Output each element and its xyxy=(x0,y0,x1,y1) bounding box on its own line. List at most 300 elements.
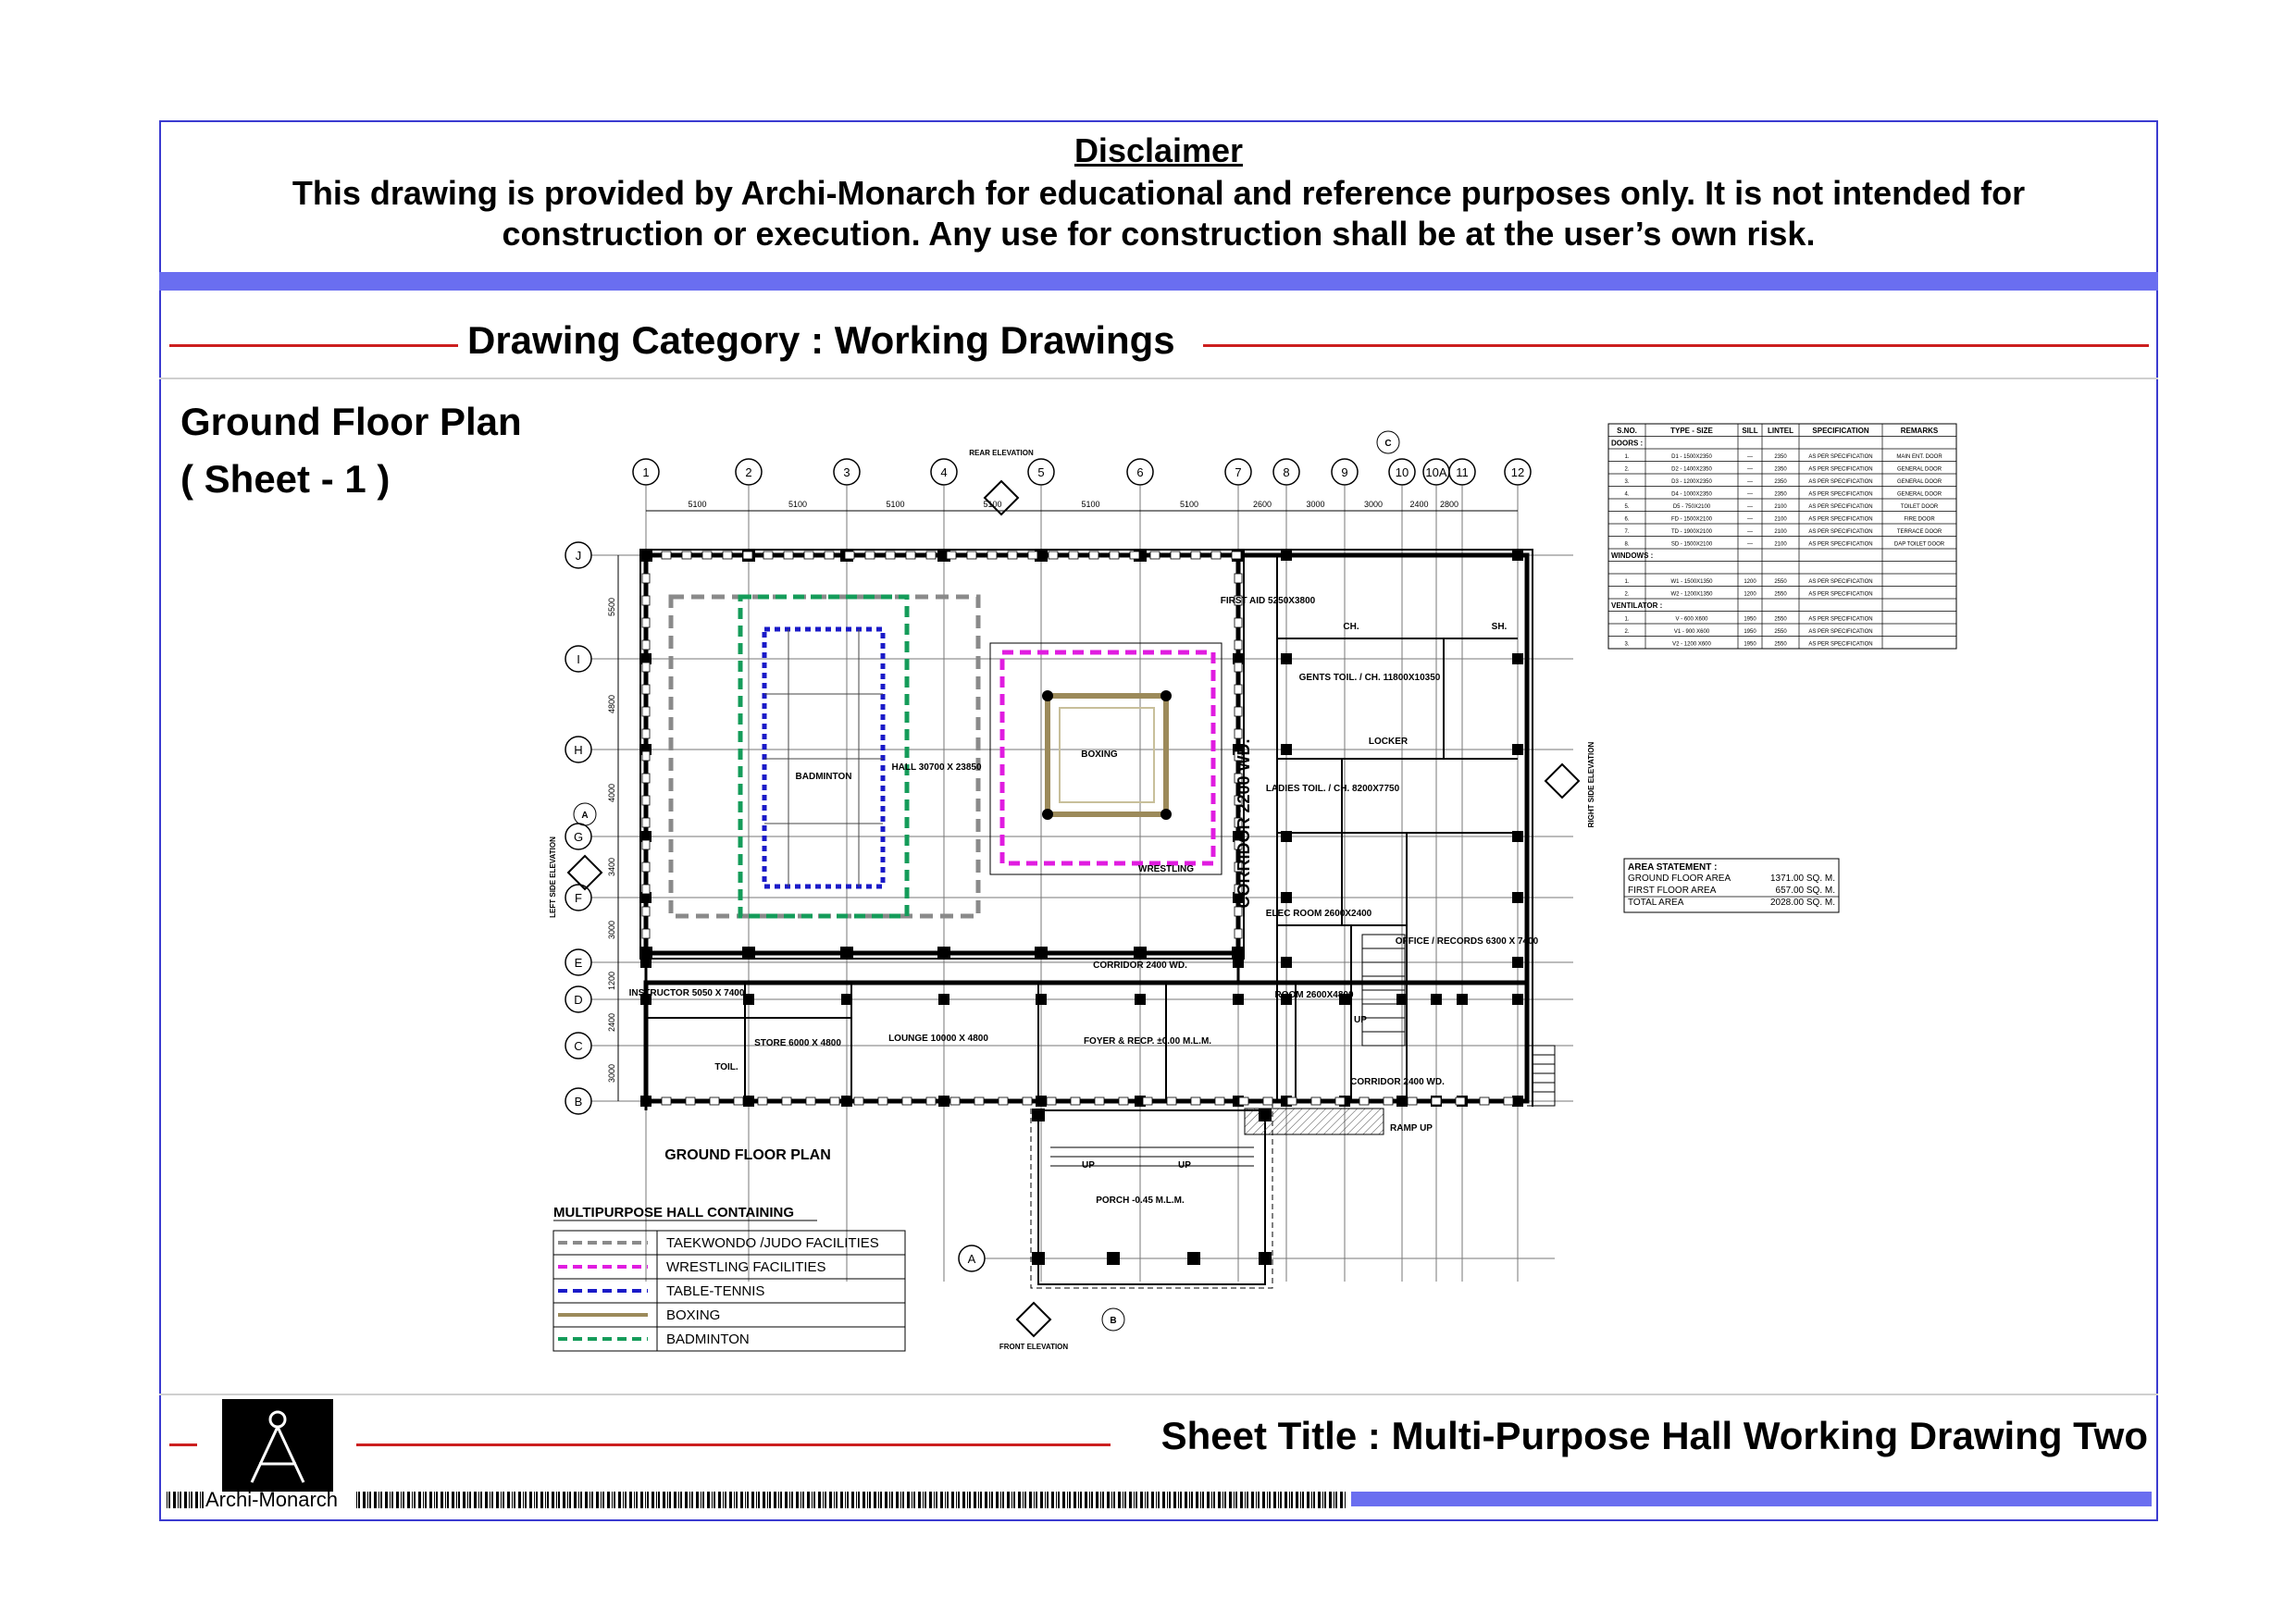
schedule-cell: W1 - 1500X1350 xyxy=(1670,579,1713,585)
grid-row-label: F xyxy=(575,891,582,905)
window-mark xyxy=(1359,1097,1369,1105)
schedule-cell: D5 - 750X2100 xyxy=(1672,504,1711,510)
schedule-cell: AS PER SPECIFICATION xyxy=(1808,491,1873,498)
label-hall: HALL 30700 X 23850 xyxy=(891,762,982,773)
compass-icon xyxy=(222,1399,333,1492)
window-mark xyxy=(662,551,671,559)
schedule-header: SILL xyxy=(1742,427,1758,435)
porch-column xyxy=(1187,1252,1200,1265)
column xyxy=(938,1096,949,1107)
window-mark xyxy=(1384,1097,1393,1105)
schedule-cell: 2550 xyxy=(1774,641,1787,648)
window-mark xyxy=(642,574,650,583)
schedule-cell: D4 - 1000X2350 xyxy=(1671,491,1712,498)
svg-text:B: B xyxy=(1110,1316,1117,1326)
schedule-cell: 2. xyxy=(1624,629,1630,635)
schedule-cell: AS PER SPECIFICATION xyxy=(1808,591,1873,598)
grid-row-label: A xyxy=(967,1252,976,1266)
column xyxy=(1396,994,1408,1005)
schedule-cell: 3. xyxy=(1624,479,1630,485)
schedule-cell: 2100 xyxy=(1774,541,1787,548)
label-gents: GENTS TOIL. / CH. 11800X10350 xyxy=(1298,673,1441,683)
schedule-cell: 2350 xyxy=(1774,491,1787,498)
column xyxy=(840,947,853,960)
window-mark xyxy=(886,551,895,559)
column xyxy=(742,947,755,960)
column xyxy=(1512,831,1523,842)
dim-top: 2800 xyxy=(1439,500,1459,509)
schedule-cell: GENERAL DOOR xyxy=(1896,491,1942,498)
label-first-aid: FIRST AID 5250X3800 xyxy=(1220,596,1316,606)
schedule-header: TYPE - SIZE xyxy=(1670,427,1713,435)
legend-item-label: BOXING xyxy=(666,1307,721,1323)
schedule-section-label: WINDOWS : xyxy=(1611,551,1654,560)
schedule-cell: AS PER SPECIFICATION xyxy=(1808,516,1873,523)
area-value: 2028.00 SQ. M. xyxy=(1769,898,1835,908)
schedule-cell: AS PER SPECIFICATION xyxy=(1808,579,1873,585)
window-mark xyxy=(734,1097,743,1105)
window-mark xyxy=(710,1097,719,1105)
schedule-cell: GENERAL DOOR xyxy=(1896,466,1942,473)
legend-item-label: TAEKWONDO /JUDO FACILITIES xyxy=(666,1235,879,1251)
window-mark xyxy=(642,885,650,894)
dim-top: 2400 xyxy=(1409,500,1429,509)
grid-row-label: C xyxy=(574,1039,583,1053)
label-porch: PORCH -0.45 M.L.M. xyxy=(1096,1196,1185,1206)
legend-title: MULTIPURPOSE HALL CONTAINING xyxy=(553,1205,794,1220)
schedule-header: S.NO. xyxy=(1617,427,1637,435)
label-store: STORE 6000 X 4800 xyxy=(754,1038,841,1048)
grid-col-label: 2 xyxy=(745,465,752,479)
window-mark xyxy=(1008,551,1017,559)
grid-row-label: D xyxy=(574,993,583,1007)
window-mark xyxy=(642,862,650,872)
window-mark xyxy=(1235,929,1242,938)
window-mark xyxy=(1235,729,1242,738)
sheet-title: Sheet Title : Multi-Purpose Hall Working Drawing Two xyxy=(1160,1414,2148,1457)
grid-row-label: G xyxy=(573,830,584,844)
legend-item-label: WRESTLING FACILITIES xyxy=(666,1259,826,1275)
window-mark xyxy=(642,796,650,805)
column xyxy=(1512,892,1523,903)
schedule-cell: TOILET DOOR xyxy=(1900,504,1939,510)
window-mark xyxy=(642,751,650,761)
dim-left: 2400 xyxy=(607,1012,616,1033)
window-mark xyxy=(662,1097,671,1105)
column xyxy=(1457,994,1468,1005)
label-room: ROOM 2600X4800 xyxy=(1274,990,1354,1000)
label-locker: LOCKER xyxy=(1368,737,1409,747)
hall-wall xyxy=(646,555,1238,953)
window-mark xyxy=(642,818,650,827)
column xyxy=(1233,957,1244,968)
schedule-cell: V2 - 1200 X600 xyxy=(1672,641,1711,648)
grid-col-label: 5 xyxy=(1037,465,1045,479)
window-mark xyxy=(1069,551,1078,559)
schedule-cell: V1 - 900 X600 xyxy=(1673,629,1710,635)
disclaimer-line-2: construction or execution. Any use for construction shall be at the user’s own risk. xyxy=(502,215,1816,253)
window-mark xyxy=(1480,1097,1489,1105)
column xyxy=(1512,957,1523,968)
column xyxy=(743,994,754,1005)
schedule-header: SPECIFICATION xyxy=(1812,427,1869,435)
schedule-cell: AS PER SPECIFICATION xyxy=(1808,529,1873,535)
schedule-cell: 1. xyxy=(1624,579,1630,585)
label-corridor: CORRIDOR 2200 WD. xyxy=(1235,738,1253,909)
porch-column xyxy=(1259,1252,1272,1265)
dim-top: 5100 xyxy=(1081,500,1100,509)
window-mark xyxy=(1143,1097,1152,1105)
schedule-cell: AS PER SPECIFICATION xyxy=(1808,504,1873,510)
window-mark xyxy=(825,551,834,559)
grid-col-label: 3 xyxy=(843,465,850,479)
schedule-cell: 2550 xyxy=(1774,629,1787,635)
column xyxy=(1431,994,1442,1005)
window-mark xyxy=(642,729,650,738)
schedule-cell: AS PER SPECIFICATION xyxy=(1808,541,1873,548)
window-mark xyxy=(804,551,813,559)
window-mark xyxy=(1235,685,1242,694)
svg-text:LEFT SIDE ELEVATION: LEFT SIDE ELEVATION xyxy=(549,836,557,918)
area-value: 657.00 SQ. M. xyxy=(1775,886,1835,896)
schedule-cell: DAP TOILET DOOR xyxy=(1893,541,1945,548)
window-mark xyxy=(1071,1097,1080,1105)
window-mark xyxy=(1235,618,1242,627)
svg-text:FRONT ELEVATION: FRONT ELEVATION xyxy=(999,1343,1069,1351)
grid-col-label: 6 xyxy=(1136,465,1144,479)
label-boxing: BOXING xyxy=(1081,750,1118,760)
window-mark xyxy=(1239,1097,1248,1105)
window-mark xyxy=(1047,1097,1056,1105)
interior-partitions xyxy=(1277,555,1518,1101)
legend-item-label: TABLE-TENNIS xyxy=(666,1283,765,1299)
label-sh: SH. xyxy=(1491,622,1508,632)
window-mark xyxy=(642,707,650,716)
window-mark xyxy=(947,551,956,559)
drawing-category: Drawing Category : Working Drawings xyxy=(467,318,1175,362)
grid-row-label: H xyxy=(574,743,583,757)
brand-name: Archi-Monarch xyxy=(205,1488,339,1511)
svg-text:REAR ELEVATION: REAR ELEVATION xyxy=(969,449,1034,457)
barcode-left xyxy=(167,1492,204,1508)
legend-item-label: BADMINTON xyxy=(666,1332,750,1347)
column xyxy=(1512,994,1523,1005)
grid-col-label: 1 xyxy=(642,465,650,479)
label-corridor-3: CORRIDOR 2400 WD. xyxy=(1350,1077,1445,1087)
dim-left: 3000 xyxy=(607,1063,616,1084)
window-mark xyxy=(845,551,854,559)
column xyxy=(1035,947,1048,960)
window-mark xyxy=(642,663,650,672)
column xyxy=(640,550,652,561)
dim-top: 5100 xyxy=(1179,500,1199,509)
footer-accent-bar xyxy=(1351,1492,2152,1506)
svg-text:A: A xyxy=(581,811,589,821)
schedule-cell: — xyxy=(1747,491,1753,498)
label-toil: TOIL. xyxy=(714,1062,738,1072)
schedule-cell: 2350 xyxy=(1774,466,1787,473)
schedule-cell: 1200 xyxy=(1744,591,1756,598)
window-mark xyxy=(1432,1097,1441,1105)
grid-col-label: 9 xyxy=(1341,465,1348,479)
dim-top: 5100 xyxy=(688,500,707,509)
schedule-cell: 2. xyxy=(1624,466,1630,473)
label-ch: CH. xyxy=(1343,622,1359,632)
window-mark xyxy=(902,1097,912,1105)
label-wrestling: WRESTLING xyxy=(1138,864,1194,874)
window-mark xyxy=(1504,1097,1513,1105)
column xyxy=(1135,994,1146,1005)
schedule-cell: AS PER SPECIFICATION xyxy=(1808,479,1873,485)
window-mark xyxy=(642,596,650,605)
dim-left: 3400 xyxy=(607,857,616,877)
window-mark xyxy=(763,551,773,559)
column xyxy=(1281,831,1292,842)
schedule-cell: 1950 xyxy=(1744,616,1756,623)
label-up-3: UP xyxy=(1354,1015,1367,1025)
window-mark xyxy=(1232,551,1241,559)
schedule-cell: — xyxy=(1747,516,1753,523)
schedule-cell: 3. xyxy=(1624,641,1630,648)
grid-col-label: 8 xyxy=(1283,465,1290,479)
column xyxy=(1281,653,1292,664)
schedule-cell: — xyxy=(1747,479,1753,485)
window-mark xyxy=(1235,663,1242,672)
plan-title: Ground Floor Plan xyxy=(180,400,522,443)
front-elevation-marker xyxy=(999,1303,1069,1351)
grid-row-label: J xyxy=(575,549,582,563)
window-mark xyxy=(1150,551,1160,559)
column xyxy=(1036,1096,1047,1107)
label-up-2: UP xyxy=(1178,1160,1191,1171)
schedule-cell: GENERAL DOOR xyxy=(1896,479,1942,485)
dim-left: 4000 xyxy=(607,783,616,803)
window-mark xyxy=(1095,1097,1104,1105)
svg-text:RIGHT SIDE ELEVATION: RIGHT SIDE ELEVATION xyxy=(1587,741,1595,828)
schedule-cell: 2550 xyxy=(1774,616,1787,623)
schedule-cell: MAIN ENT. DOOR xyxy=(1896,454,1942,460)
dim-left: 1200 xyxy=(607,971,616,991)
column xyxy=(937,947,950,960)
schedule-cell: D1 - 1500X2350 xyxy=(1671,454,1712,460)
schedule-cell: 1. xyxy=(1624,454,1630,460)
schedule-section-label: DOORS : xyxy=(1611,439,1644,448)
grid-col-label: 4 xyxy=(940,465,948,479)
window-mark xyxy=(1287,1097,1297,1105)
schedule-cell: 5. xyxy=(1624,504,1630,510)
schedule-cell: 2550 xyxy=(1774,591,1787,598)
column xyxy=(1512,744,1523,755)
label-badminton: BADMINTON xyxy=(795,772,852,782)
label-foyer: FOYER & RECP. ±0.00 M.L.M. xyxy=(1083,1036,1212,1047)
service-wing-wall xyxy=(1238,555,1527,1101)
window-mark xyxy=(642,685,650,694)
window-mark xyxy=(906,551,915,559)
svg-text:C: C xyxy=(1384,439,1392,449)
window-mark xyxy=(999,1097,1008,1105)
schedule-cell: 1950 xyxy=(1744,629,1756,635)
label-lounge: LOUNGE 10000 X 4800 xyxy=(888,1034,988,1044)
dim-top: 5100 xyxy=(788,500,808,509)
schedule-cell: 7. xyxy=(1624,529,1630,535)
schedule-cell: D3 - 1200X2350 xyxy=(1671,479,1712,485)
barcode-strip xyxy=(356,1492,1347,1508)
area-label: FIRST FLOOR AREA xyxy=(1628,886,1717,896)
schedule-header: LINTEL xyxy=(1768,427,1793,435)
window-mark xyxy=(974,1097,984,1105)
column xyxy=(743,1096,754,1107)
footer-rule-mid xyxy=(356,1443,1111,1446)
side-steps xyxy=(1527,1046,1555,1106)
window-mark xyxy=(1023,1097,1032,1105)
schedule-cell: SD - 1500X2100 xyxy=(1670,541,1713,548)
window-mark xyxy=(865,551,875,559)
schedule-cell: 2. xyxy=(1624,591,1630,598)
window-mark xyxy=(686,1097,695,1105)
window-mark xyxy=(642,840,650,849)
porch-steps xyxy=(1050,1147,1254,1166)
schedule-table xyxy=(1608,424,1956,649)
column xyxy=(1512,1096,1523,1107)
window-mark xyxy=(806,1097,815,1105)
window-mark xyxy=(1235,707,1242,716)
window-mark xyxy=(926,1097,936,1105)
window-mark xyxy=(1191,551,1200,559)
column xyxy=(640,1096,652,1107)
window-mark xyxy=(926,551,936,559)
dim-top: 5100 xyxy=(983,500,1002,509)
schedule-cell: AS PER SPECIFICATION xyxy=(1808,454,1873,460)
court-lines xyxy=(764,629,883,886)
brand-logo xyxy=(222,1399,333,1492)
window-mark xyxy=(950,1097,960,1105)
window-mark xyxy=(1263,1097,1272,1105)
window-mark xyxy=(1110,551,1119,559)
window-mark xyxy=(642,929,650,938)
schedule-cell: — xyxy=(1747,504,1753,510)
schedule-cell: — xyxy=(1747,454,1753,460)
label-office: OFFICE / RECORDS 6300 X 7400 xyxy=(1395,936,1539,947)
dim-top: 3000 xyxy=(1306,500,1325,509)
schedule-cell: AS PER SPECIFICATION xyxy=(1808,629,1873,635)
schedule-cell: 1950 xyxy=(1744,641,1756,648)
grid-col-label: 10A xyxy=(1425,465,1447,479)
column xyxy=(1233,994,1244,1005)
schedule-cell: 2350 xyxy=(1774,454,1787,460)
area-label: GROUND FLOOR AREA xyxy=(1628,873,1731,884)
window-mark xyxy=(642,618,650,627)
window-mark xyxy=(1456,1097,1465,1105)
window-mark xyxy=(1028,551,1037,559)
window-mark xyxy=(854,1097,863,1105)
label-elec: ELEC ROOM 2600X2400 xyxy=(1265,909,1372,919)
plan-caption: GROUND FLOOR PLAN xyxy=(664,1147,831,1163)
schedule-cell: 2350 xyxy=(1774,479,1787,485)
schedule-cell: 2550 xyxy=(1774,579,1787,585)
schedule-header: REMARKS xyxy=(1900,427,1939,435)
grid-row-label: B xyxy=(574,1095,583,1109)
column xyxy=(1281,957,1292,968)
area-value: 1371.00 SQ. M. xyxy=(1769,873,1835,884)
area-title: AREA STATEMENT : xyxy=(1628,862,1718,873)
right-elevation-marker xyxy=(1545,741,1595,827)
disclaimer-line-1: This drawing is provided by Archi-Monarch for educational and reference purposes only. It is not intended for xyxy=(292,174,2026,212)
schedule-cell: 2100 xyxy=(1774,529,1787,535)
window-mark xyxy=(1311,1097,1321,1105)
window-mark xyxy=(642,774,650,783)
legend xyxy=(553,1205,905,1351)
label-ladies: LADIES TOIL. / CH. 8200X7750 xyxy=(1265,784,1400,794)
window-mark xyxy=(1049,551,1058,559)
schedule-cell: 2100 xyxy=(1774,504,1787,510)
porch-column xyxy=(1259,1109,1272,1121)
schedule-cell: W2 - 1200X1350 xyxy=(1670,591,1713,598)
column xyxy=(1281,744,1292,755)
label-instructor: INSTRUCTOR 5050 X 7400 xyxy=(628,988,745,998)
taekwondo-zone xyxy=(671,597,978,916)
schedule-cell: — xyxy=(1747,529,1753,535)
dim-left: 3000 xyxy=(607,920,616,940)
footer-rule-left xyxy=(169,1443,197,1446)
section-c-marker xyxy=(1377,431,1399,453)
grid-row-label: I xyxy=(577,652,580,666)
window-mark xyxy=(1167,1097,1176,1105)
walls xyxy=(640,550,1555,1288)
grid-col-label: 11 xyxy=(1456,465,1469,479)
footer-separator xyxy=(159,1394,2158,1395)
dim-top: 5100 xyxy=(886,500,905,509)
window-mark xyxy=(1211,551,1221,559)
window-mark xyxy=(830,1097,839,1105)
schedule-cell: AS PER SPECIFICATION xyxy=(1808,616,1873,623)
column xyxy=(1281,550,1292,561)
column xyxy=(938,994,949,1005)
window-mark xyxy=(1235,640,1242,650)
window-mark xyxy=(743,551,752,559)
window-mark xyxy=(758,1097,767,1105)
label-up-1: UP xyxy=(1082,1160,1095,1171)
grid-col-label: 12 xyxy=(1510,465,1525,479)
column xyxy=(1512,550,1523,561)
window-mark xyxy=(1335,1097,1345,1105)
disclaimer-title: Disclaimer xyxy=(1074,131,1244,169)
schedule-section-label: VENTILATOR : xyxy=(1611,601,1663,610)
schedule-cell: 1200 xyxy=(1744,579,1756,585)
window-mark xyxy=(1130,551,1139,559)
porch-column xyxy=(1032,1109,1045,1121)
window-mark xyxy=(878,1097,887,1105)
schedule-cell: 2100 xyxy=(1774,516,1787,523)
window-mark xyxy=(1171,551,1180,559)
staircase xyxy=(1362,935,1405,1046)
column xyxy=(1396,1096,1408,1107)
window-mark xyxy=(1119,1097,1128,1105)
window-mark xyxy=(642,640,650,650)
section-b-marker xyxy=(1102,1308,1124,1331)
schedule-cell: TD - 1900X2100 xyxy=(1670,529,1713,535)
window-mark xyxy=(682,551,691,559)
column xyxy=(1134,947,1147,960)
label-ramp: RAMP UP xyxy=(1390,1123,1433,1134)
column xyxy=(640,957,652,968)
window-mark xyxy=(1235,574,1242,583)
table-tennis-zone xyxy=(764,629,883,886)
window-mark xyxy=(967,551,976,559)
schedule-cell: AS PER SPECIFICATION xyxy=(1808,466,1873,473)
label-corridor-2: CORRIDOR 2400 WD. xyxy=(1093,960,1187,971)
porch-column xyxy=(1107,1252,1120,1265)
lower-wall-links xyxy=(646,953,1238,1110)
